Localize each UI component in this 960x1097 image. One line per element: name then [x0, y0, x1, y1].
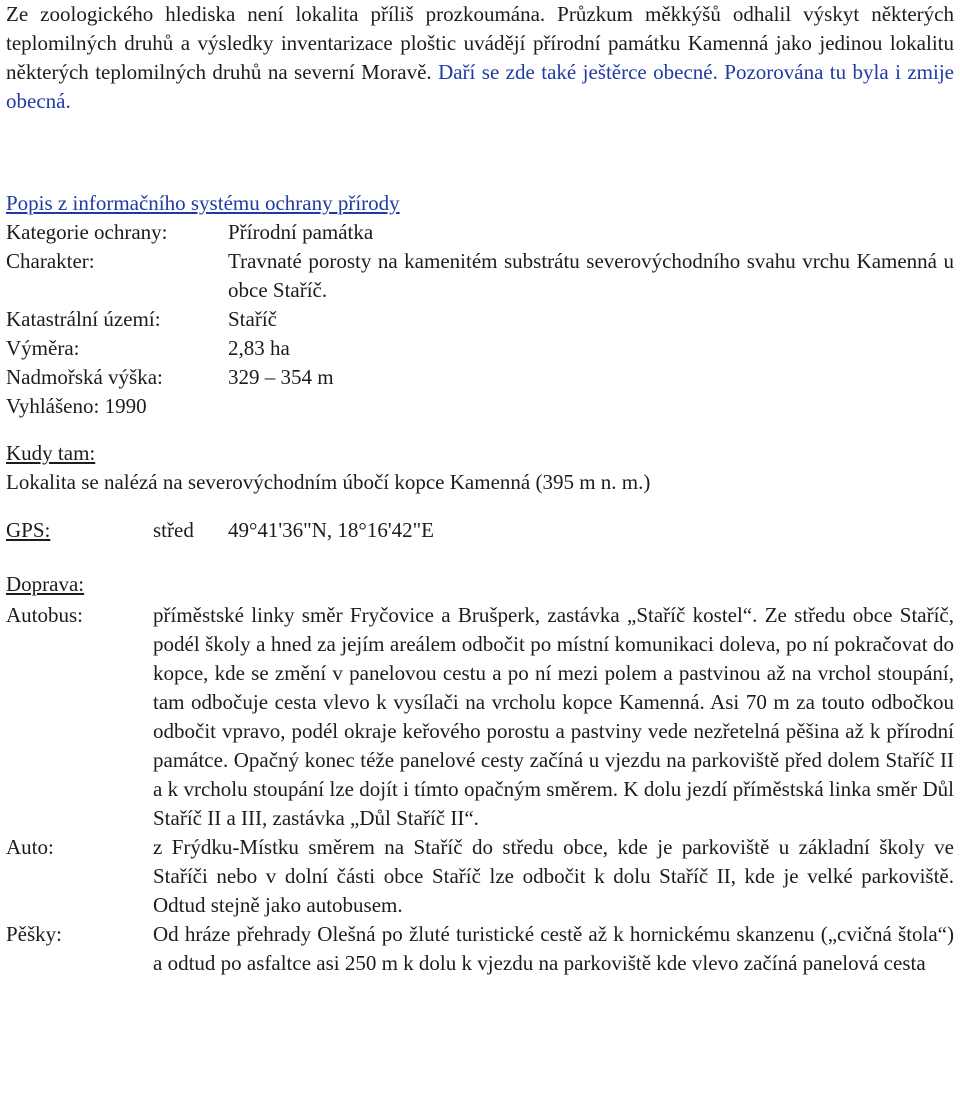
info-value: 2,83 ha: [228, 336, 290, 360]
vyhlaseno-line: [6, 392, 954, 421]
info-label: Nadmořská výška:: [6, 365, 163, 389]
gps-coords: 49°41'36"N, 18°16'42"E: [228, 518, 435, 542]
intro-text: Ze zoologického hlediska není lokalita příliš prozkoumána. Průzkum měkkýšů odhalil výskyt některých teplomilných druhů a výsledky inventarizace ploštic uvádějí přírodní památku Kamenná jako jedinou lokalitu některých teplomilných druhů na severní Moravě.: [6, 2, 954, 84]
transport-text: Od hráze přehrady Olešná po žluté turistické cestě až k hornickému skanzenu („cvičná štola“) a odtud po asfaltce asi 250 m k dolu k vjezdu na parkoviště kde vlevo začíná panelová cesta: [153, 922, 954, 975]
transport-label: Pěšky:: [6, 922, 63, 946]
gps-label: GPS:: [6, 518, 51, 542]
info-row: [6, 334, 954, 363]
gps-kind: střed: [153, 518, 194, 542]
info-row: [6, 247, 954, 305]
info-row: [6, 363, 954, 392]
intro-paragraph: [6, 0, 954, 116]
doprava-heading: Doprava:: [6, 572, 85, 596]
transport-text: z Frýdku-Místku směrem na Staříč do středu obce, kde je parkoviště u základní školy ve Staříči nebo v dolní části obce Staříč lze odbočit k dolu Staříč II, kde je velké parkoviště. Odtud stejně jako autobusem.: [153, 835, 954, 917]
info-value: Travnaté porosty na kamenitém substrátu severovýchodního svahu vrchu Kamenná u obce Staříč.: [228, 249, 954, 302]
transport-row: [6, 920, 954, 978]
transport-row: [6, 833, 954, 920]
intro-highlight-text: Daří se zde také ještěrce obecné. Pozorována tu byla i zmije obecná.: [6, 60, 954, 113]
info-value: 329 – 354 m: [228, 365, 334, 389]
transport-label: Auto:: [6, 835, 54, 859]
vyhlaseno-label: Vyhlášeno:: [6, 394, 100, 418]
transport-label: Autobus:: [6, 603, 84, 627]
document-page: [6, 0, 954, 978]
transport-text: příměstské linky směr Fryčovice a Brušperk, zastávka „Staříč kostel“. Ze středu obce Staříč, podél školy a hned za jejím areálem odbočit po místní komunikaci doleva, po ní pokračovat do kopce, kde se změní v panelovou cestu a po ní mezi polem a pastvinou až na vrchol stoupání, tam odbočuje cesta vlevo k vysílači na vrcholu kopce Kamenná. Asi 70 m za touto odbočkou odbočit vpravo, podél okraje keřového porostu a pastviny vede nezřetelná pěšina až k přírodní památce. Opačný konec téže panelové cesty začíná u vjezdu na parkoviště před dolem Staříč II a k vrcholu stoupání lze dojít i tímto opačným směrem. K dolu jezdí příměstská linka směr Důl Staříč II a III, zastávka „Důl Staříč II“.: [153, 603, 954, 830]
info-label: Katastrální území:: [6, 307, 161, 331]
info-label: Charakter:: [6, 249, 95, 273]
info-label: Kategorie ochrany:: [6, 220, 168, 244]
info-row: [6, 305, 954, 334]
kudy-heading: Kudy tam:: [6, 441, 96, 465]
vyhlaseno-value: 1990: [104, 394, 147, 418]
kudy-text: Lokalita se nalézá na severovýchodním úbočí kopce Kamenná (395 m n. m.): [6, 470, 651, 494]
info-heading: Popis z informačního systému ochrany přírody: [6, 191, 400, 215]
info-row: [6, 218, 954, 247]
info-value: Přírodní památka: [228, 220, 374, 244]
gps-row: [6, 516, 954, 545]
transport-row: [6, 601, 954, 833]
info-value: Staříč: [228, 307, 277, 331]
info-label: Výměra:: [6, 336, 80, 360]
